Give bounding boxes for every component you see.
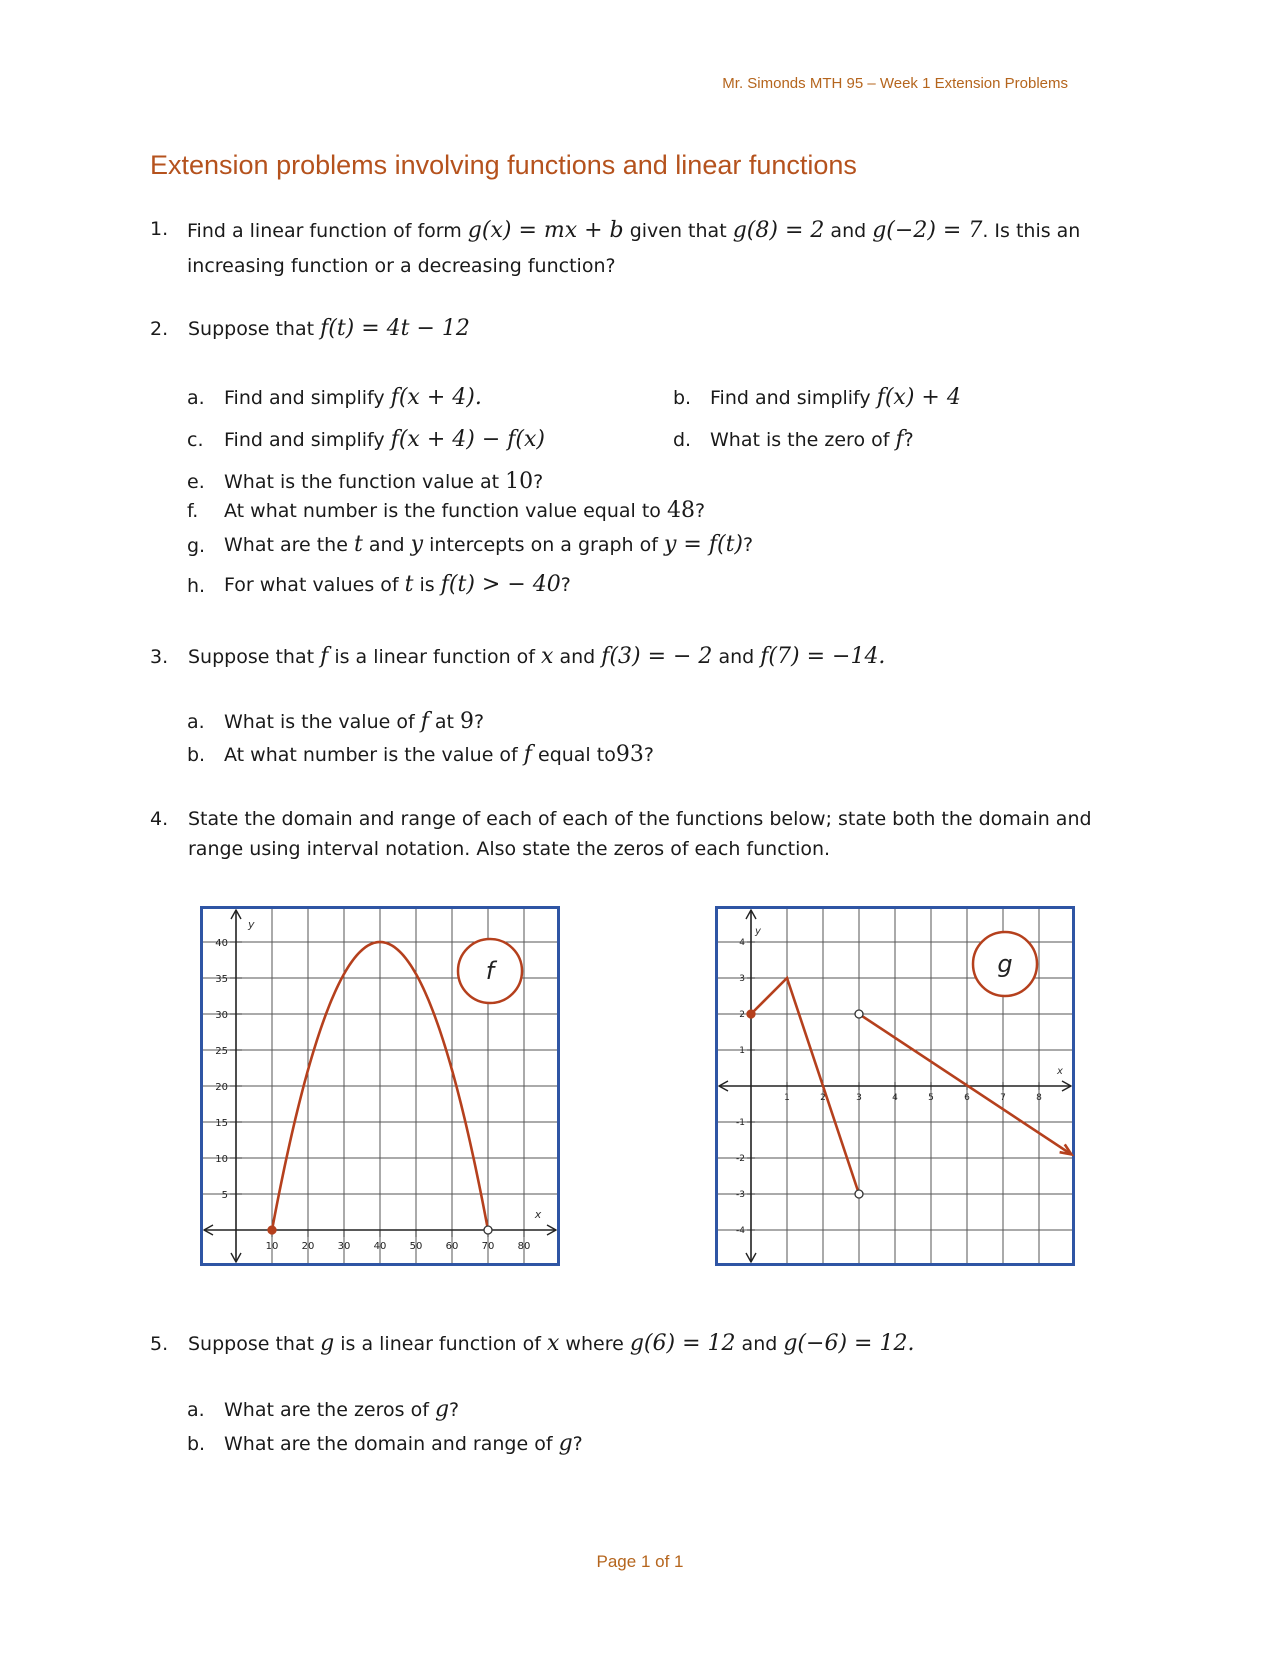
q2c-label: c. bbox=[187, 429, 204, 451]
q4-line-2: range using interval notation. Also state the zeros of each function. bbox=[188, 838, 831, 860]
graph-g-y-tick-label: -1 bbox=[736, 1118, 745, 1128]
graph-g-x-tick-label: 1 bbox=[784, 1093, 790, 1103]
q2g-text-3: intercepts on a graph of bbox=[429, 534, 658, 556]
q5-number: 5. bbox=[150, 1333, 169, 1355]
graph-g-open-endpoint bbox=[855, 1190, 863, 1198]
graph-f-y-tick-label: 15 bbox=[215, 1118, 228, 1129]
q3-text-2: is a linear function of bbox=[334, 646, 535, 668]
q1-text-1: Find a linear function of form bbox=[187, 220, 462, 242]
q5a-label: a. bbox=[187, 1399, 205, 1421]
q5b-text-1: What are the domain and range of bbox=[224, 1433, 553, 1455]
q3-math-2: x bbox=[541, 644, 554, 669]
q3a-text bbox=[224, 709, 484, 734]
graph-g-y-tick-label: 4 bbox=[739, 938, 745, 948]
graph-f-y-tick-label: 10 bbox=[215, 1154, 228, 1165]
q5-text-2: is a linear function of bbox=[340, 1333, 541, 1355]
q5-text bbox=[188, 1331, 914, 1356]
q2e-text-1: What is the function value at bbox=[224, 471, 500, 493]
q2h-end: ? bbox=[560, 574, 571, 596]
graph-f-x-tick-label: 20 bbox=[301, 1241, 315, 1252]
graph-g-x-tick-label: 4 bbox=[892, 1093, 898, 1103]
graph-g-y-tick-label: 3 bbox=[739, 974, 745, 984]
q2c-text-1: Find and simplify bbox=[224, 429, 385, 451]
q2e-label: e. bbox=[187, 471, 205, 493]
q2d-end: ? bbox=[903, 429, 914, 451]
q1-line-2: increasing function or a decreasing function? bbox=[187, 255, 616, 277]
graph-g-y-tick-label: -3 bbox=[736, 1190, 745, 1200]
q2a-math: f(x + 4). bbox=[390, 385, 482, 410]
q3b-math-1: f bbox=[523, 742, 532, 767]
graph-f-y-tick-label: 40 bbox=[215, 938, 228, 949]
q5a-text bbox=[224, 1397, 459, 1422]
q2-math-1: f(t) = 4t − 12 bbox=[320, 316, 470, 341]
graph-f-x-tick-label: 40 bbox=[373, 1241, 387, 1252]
graph-g bbox=[715, 906, 1075, 1266]
q3a-text-2: at bbox=[434, 711, 454, 733]
graph-f bbox=[200, 906, 560, 1266]
q5-text-3: where bbox=[565, 1333, 624, 1355]
q2f-text-1: At what number is the function value equal to bbox=[224, 500, 661, 522]
graph-f-y-tick-label: 30 bbox=[215, 1010, 228, 1021]
graph-g-x-tick-label: 7 bbox=[1000, 1093, 1006, 1103]
graph-g-x-tick-label: 6 bbox=[964, 1093, 970, 1103]
q2c-math: f(x + 4) − f(x) bbox=[390, 427, 545, 452]
graph-f-y-tick-label: 35 bbox=[215, 974, 228, 985]
q2a-text-1: Find and simplify bbox=[224, 387, 385, 409]
q3-text-4: and bbox=[718, 646, 755, 668]
q5b-end: ? bbox=[572, 1433, 583, 1455]
graph-g-y-tick-label: -4 bbox=[736, 1226, 745, 1236]
page-title: Extension problems involving functions and linear functions bbox=[150, 150, 857, 180]
q2f-label: f. bbox=[187, 500, 199, 522]
page-footer: Page 1 of 1 bbox=[596, 1552, 684, 1571]
q2d-math: f bbox=[895, 427, 904, 452]
q3-text-1: Suppose that bbox=[188, 646, 315, 668]
q3b-math-2: 93 bbox=[615, 742, 644, 767]
graph-f-closed-endpoint bbox=[268, 1226, 276, 1234]
graph-f-x-axis-label: x bbox=[534, 1208, 542, 1221]
q2h-text-1: For what values of bbox=[224, 574, 399, 596]
q2-text-1: Suppose that bbox=[188, 318, 315, 340]
graph-g-open-endpoint bbox=[855, 1010, 863, 1018]
page-header: Mr. Simonds MTH 95 – Week 1 Extension Problems bbox=[722, 75, 1068, 92]
q2g-text-1: What are the bbox=[224, 534, 348, 556]
graph-f-x-tick-label: 70 bbox=[481, 1241, 495, 1252]
graph-g-x-tick-label: 3 bbox=[856, 1093, 862, 1103]
graph-g-x-axis-label: x bbox=[1057, 1066, 1063, 1077]
q1-text bbox=[187, 218, 1080, 243]
q2g-end: ? bbox=[743, 534, 754, 556]
q5a-text-1: What are the zeros of bbox=[224, 1399, 429, 1421]
q1-number: 1. bbox=[150, 218, 169, 240]
graph-f-x-tick-label: 80 bbox=[517, 1241, 531, 1252]
q5a-math: g bbox=[434, 1397, 450, 1422]
graph-g-y-tick-label: 1 bbox=[739, 1046, 745, 1056]
q3b-end: ? bbox=[643, 744, 654, 766]
q2h-label: h. bbox=[187, 575, 206, 597]
q5-math-2: x bbox=[546, 1331, 560, 1356]
q2b-text-1: Find and simplify bbox=[710, 387, 871, 409]
q3a-text-1: What is the value of bbox=[224, 711, 415, 733]
q2d-label: d. bbox=[673, 429, 692, 451]
graph-f-y-tick-label: 25 bbox=[215, 1046, 228, 1057]
q2d-text bbox=[710, 427, 914, 452]
q2e-math: 10 bbox=[505, 469, 534, 494]
q2g-text bbox=[224, 532, 753, 557]
q1-text-4: . Is this an bbox=[982, 220, 1081, 242]
graph-f-x-tick-label: 60 bbox=[445, 1241, 459, 1252]
q5-math-1: g bbox=[320, 1331, 335, 1356]
q3a-math-1: f bbox=[420, 709, 429, 734]
q3-number: 3. bbox=[150, 646, 169, 668]
graph-g-closed-endpoint bbox=[747, 1010, 755, 1018]
q3a-label: a. bbox=[187, 711, 205, 733]
q3a-end: ? bbox=[474, 711, 485, 733]
q1-text-3: and bbox=[830, 220, 867, 242]
q2h-math-2: f(t) > − 40 bbox=[440, 572, 561, 597]
graph-g-x-tick-label: 2 bbox=[820, 1093, 826, 1103]
graph-g-y-tick-label: -2 bbox=[736, 1154, 745, 1164]
q2d-text-1: What is the zero of bbox=[710, 429, 890, 451]
q1-math-1: g(x) = mx + b bbox=[467, 218, 624, 243]
q3b-text-1: At what number is the value of bbox=[224, 744, 518, 766]
q3-text bbox=[188, 644, 885, 669]
graph-f-open-endpoint bbox=[484, 1226, 492, 1234]
graph-g-x-tick-label: 8 bbox=[1036, 1093, 1042, 1103]
q3b-label: b. bbox=[187, 744, 206, 766]
q2g-math-2: y bbox=[410, 532, 424, 557]
q2g-math-1: t bbox=[353, 532, 363, 557]
q2g-math-3: y = f(t) bbox=[664, 532, 743, 557]
q2h-math-1: t bbox=[404, 572, 414, 597]
graph-f-x-tick-label: 50 bbox=[409, 1241, 423, 1252]
q5-text-4: and bbox=[741, 1333, 778, 1355]
q5a-end: ? bbox=[449, 1399, 460, 1421]
q3a-math-2: 9 bbox=[460, 709, 475, 734]
q2h-text bbox=[224, 572, 571, 597]
q2g-text-2: and bbox=[368, 534, 405, 556]
q2f-end: ? bbox=[694, 500, 706, 522]
q5b-text bbox=[224, 1431, 583, 1456]
q2b-label: b. bbox=[673, 387, 692, 409]
graph-f-x-tick-label: 10 bbox=[265, 1241, 279, 1252]
graph-g-y-tick-label: 2 bbox=[739, 1010, 745, 1020]
q5-math-3: g(6) = 12 bbox=[629, 1331, 736, 1356]
q3-math-4: f(7) = −14. bbox=[760, 644, 886, 669]
q3-math-3: f(3) = − 2 bbox=[601, 644, 713, 669]
q3b-text-2: equal to bbox=[538, 744, 616, 766]
q1-math-2: g(8) = 2 bbox=[732, 218, 825, 243]
q2h-text-2: is bbox=[419, 574, 435, 596]
graph-g-function-label: g bbox=[997, 950, 1013, 978]
q1-text-2: given that bbox=[629, 220, 727, 242]
q2b-math: f(x) + 4 bbox=[876, 385, 961, 410]
q4-number: 4. bbox=[150, 808, 169, 830]
q2e-end: ? bbox=[533, 471, 544, 493]
q2e-text bbox=[224, 469, 543, 494]
q2g-label: g. bbox=[187, 535, 206, 557]
graph-g-x-tick-label: 5 bbox=[928, 1093, 934, 1103]
q3-text-3: and bbox=[559, 646, 596, 668]
q1-math-3: g(−2) = 7 bbox=[872, 218, 983, 243]
graph-f-y-tick-label: 5 bbox=[221, 1190, 228, 1201]
graph-f-y-axis-label: y bbox=[248, 918, 255, 931]
q2f-math: 48 bbox=[666, 498, 695, 523]
q4-line-1: State the domain and range of each of each of the functions below; state both the domain and bbox=[188, 808, 1092, 830]
q5-text-1: Suppose that bbox=[188, 1333, 315, 1355]
q2a-text bbox=[224, 385, 482, 410]
graph-f-function-label: f bbox=[485, 957, 495, 985]
q2c-text bbox=[224, 427, 545, 452]
q2-text bbox=[188, 316, 470, 341]
q3-math-1: f bbox=[320, 644, 329, 669]
graph-f-y-tick-label: 20 bbox=[215, 1082, 228, 1093]
graph-g-y-axis-label: y bbox=[755, 926, 761, 937]
q5b-label: b. bbox=[187, 1433, 206, 1455]
q5b-math: g bbox=[558, 1431, 573, 1456]
q2-number: 2. bbox=[150, 318, 169, 340]
q2a-label: a. bbox=[187, 387, 205, 409]
q5-math-4: g(−6) = 12. bbox=[783, 1331, 915, 1356]
graph-f-x-tick-label: 30 bbox=[337, 1241, 351, 1252]
q2b-text bbox=[710, 385, 961, 410]
q3b-text bbox=[224, 742, 654, 767]
q2f-text bbox=[224, 498, 705, 523]
